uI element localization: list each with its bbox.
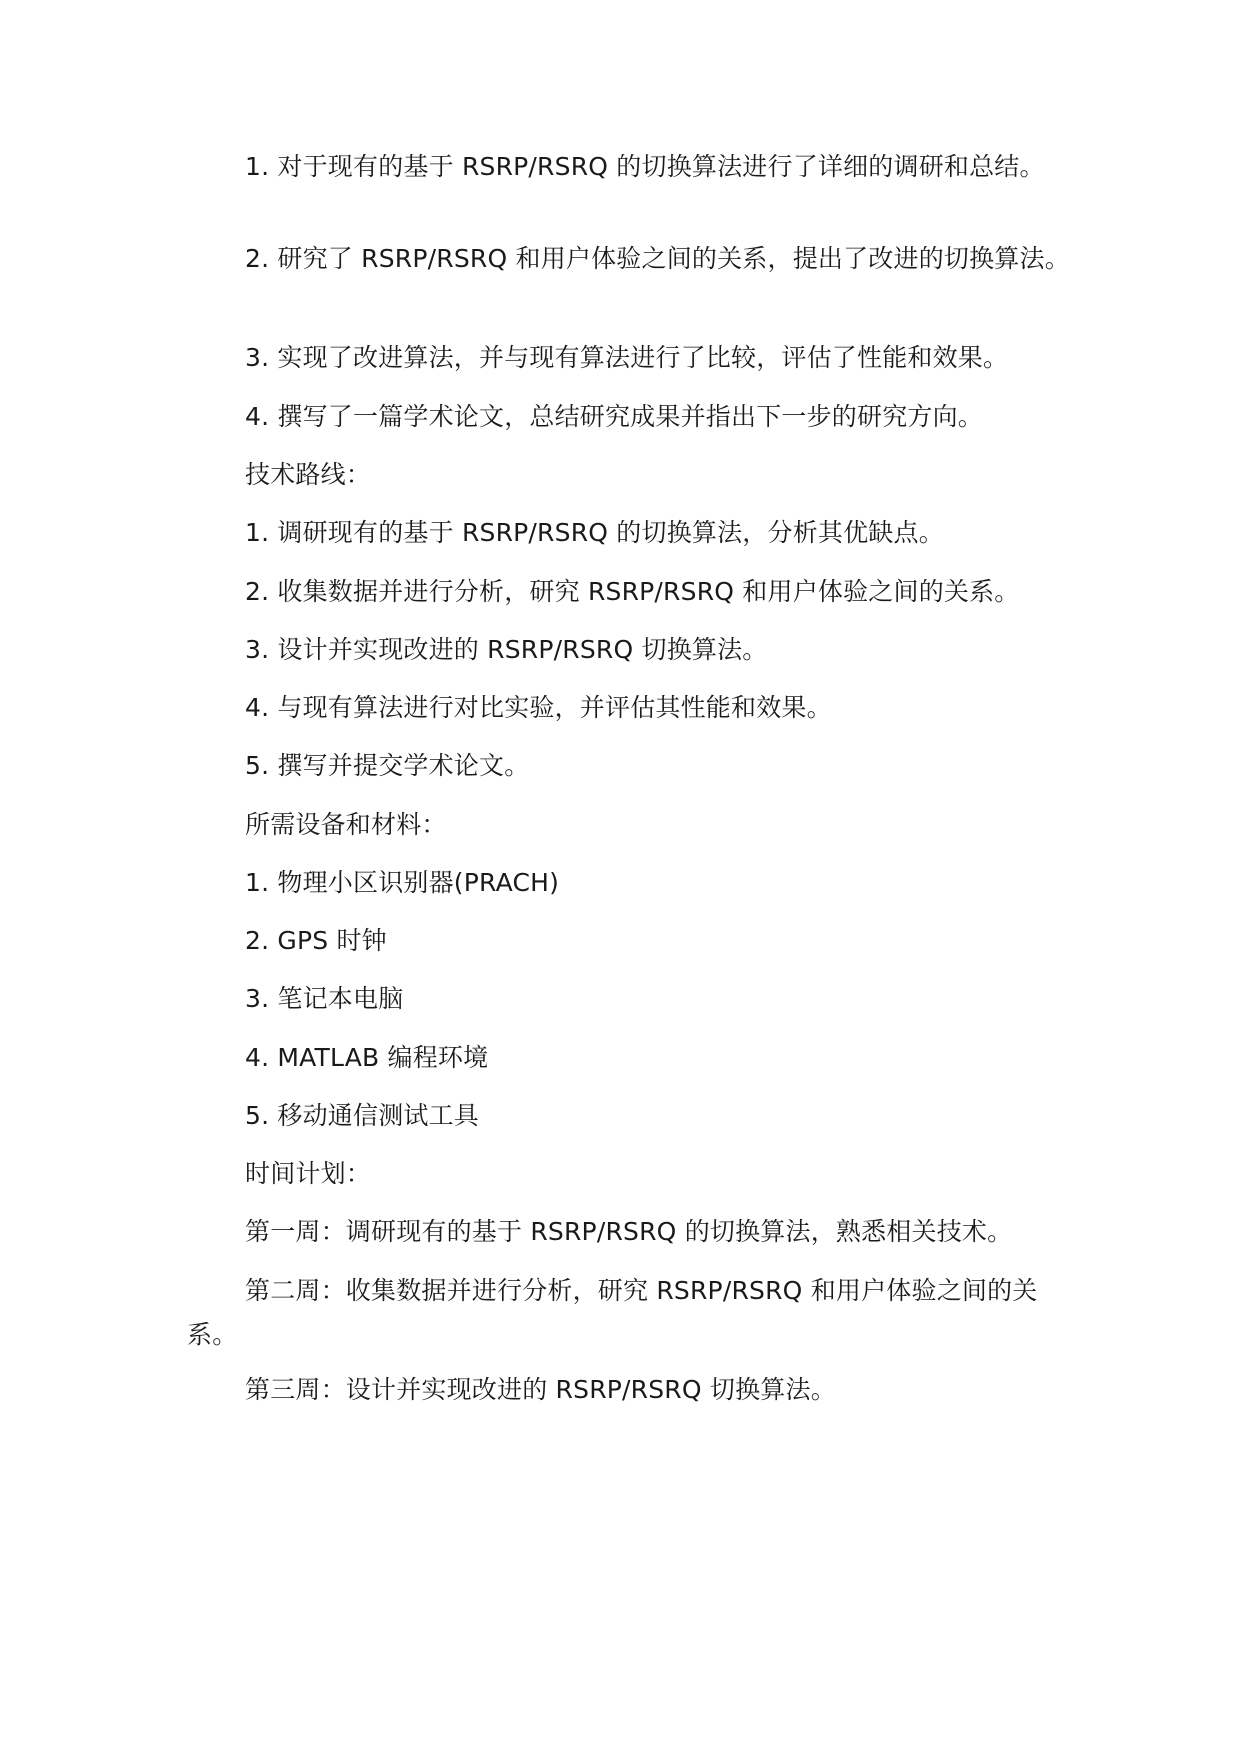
tech-route-item-5: 5. 撰写并提交学术论文。	[245, 751, 530, 780]
section-heading-equipment: 所需设备和材料：	[245, 810, 447, 839]
schedule-week-2: 第二周：收集数据并进行分析，研究 RSRP/RSRQ 和用户体验之间的关系。	[187, 1276, 1038, 1349]
paragraph-summary-3: 3. 实现了改进算法，并与现有算法进行了比较，评估了性能和效果。	[245, 343, 1009, 372]
equipment-item-3: 3. 笔记本电脑	[245, 984, 404, 1013]
tech-route-item-4: 4. 与现有算法进行对比实验，并评估其性能和效果。	[245, 693, 832, 722]
paragraph-summary-4: 4. 撰写了一篇学术论文，总结研究成果并指出下一步的研究方向。	[245, 402, 984, 431]
tech-route-item-2: 2. 收集数据并进行分析，研究 RSRP/RSRQ 和用户体验之间的关系。	[245, 577, 1020, 606]
section-heading-schedule: 时间计划：	[245, 1159, 372, 1188]
equipment-item-4: 4. MATLAB 编程环境	[245, 1043, 489, 1072]
equipment-item-5: 5. 移动通信测试工具	[245, 1101, 480, 1130]
tech-route-item-3: 3. 设计并实现改进的 RSRP/RSRQ 切换算法。	[245, 635, 768, 664]
section-heading-tech-route: 技术路线：	[245, 460, 372, 489]
paragraph-summary-2: 2. 研究了 RSRP/RSRQ 和用户体验之间的关系，提出了改进的切换算法。	[245, 244, 1070, 273]
equipment-item-2: 2. GPS 时钟	[245, 926, 387, 955]
schedule-week-1: 第一周：调研现有的基于 RSRP/RSRQ 的切换算法，熟悉相关技术。	[245, 1217, 1013, 1246]
equipment-item-1: 1. 物理小区识别器(PRACH)	[245, 868, 560, 897]
tech-route-item-1: 1. 调研现有的基于 RSRP/RSRQ 的切换算法，分析其优缺点。	[245, 518, 944, 547]
schedule-week-3: 第三周：设计并实现改进的 RSRP/RSRQ 切换算法。	[245, 1375, 836, 1404]
paragraph-summary-1: 1. 对于现有的基于 RSRP/RSRQ 的切换算法进行了详细的调研和总结。	[245, 152, 1045, 181]
